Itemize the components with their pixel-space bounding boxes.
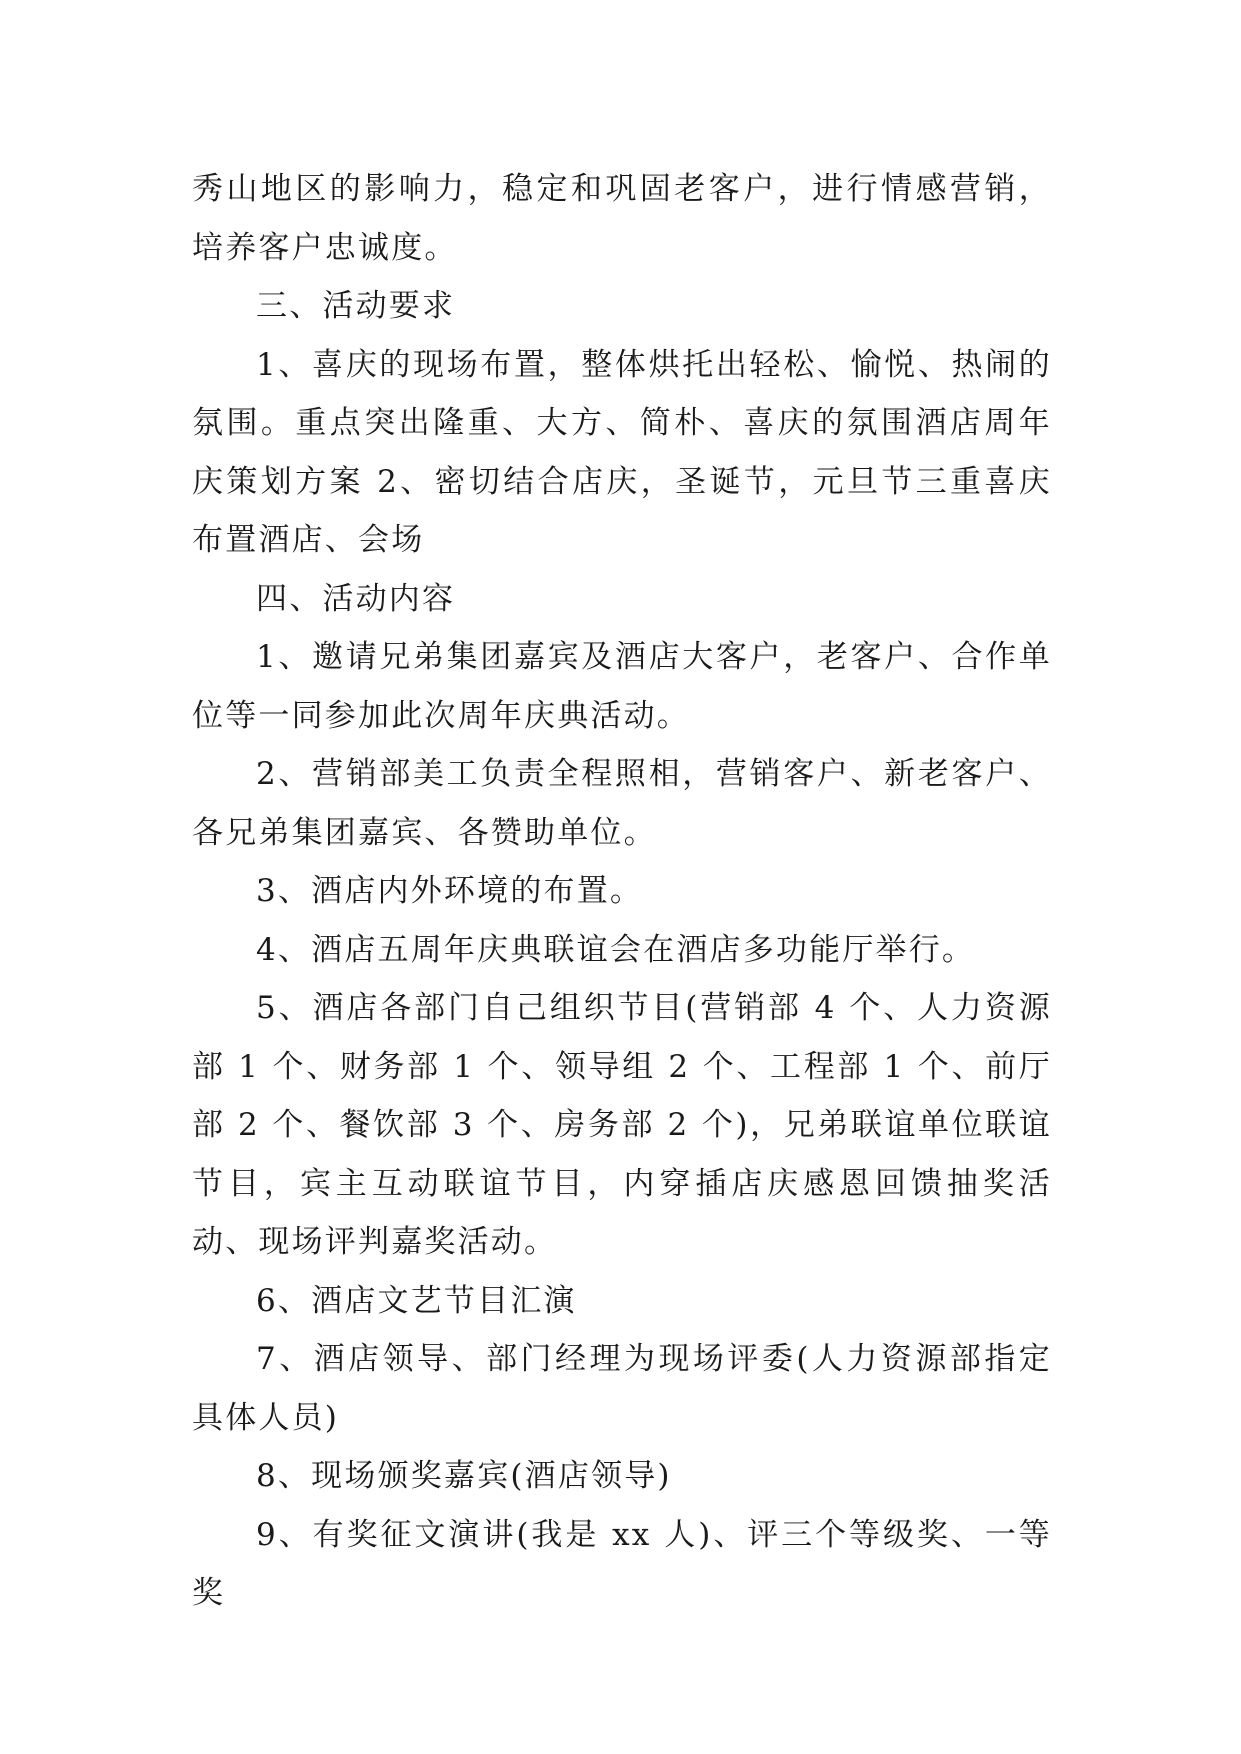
content-item-8: 8、现场颁奖嘉宾(酒店领导)	[256, 1458, 672, 1494]
content-item-9: 9、有奖征文演讲(我是 xx 人)、评三个等级奖、一等奖	[192, 1516, 1052, 1611]
content-item-2: 2、营销部美工负责全程照相，营销客户、新老客户、各兄弟集团嘉宾、各赞助单位。	[192, 756, 1052, 851]
content-item-5: 5、酒店各部门自己组织节目(营销部 4 个、人力资源部 1 个、财务部 1 个、领导组 2 个、工程部 1 个、前厅部 2 个、餐饮部 3 个、房务部 2 个)，兄弟联谊单位联谊节目，宾主互动联谊节目，内穿插店庆感恩回馈抽奖活动、现场评判嘉奖活动。	[192, 990, 1052, 1260]
content-item-1: 1、邀请兄弟集团嘉宾及酒店大客户，老客户、合作单位等一同参加此次周年庆典活动。	[192, 639, 1052, 734]
content-item-3: 3、酒店内外环境的布置。	[256, 873, 644, 909]
section-heading-requirements: 三、活动要求	[256, 288, 456, 324]
content-item-7: 7、酒店领导、部门经理为现场评委(人力资源部指定具体人员)	[192, 1341, 1052, 1436]
body-paragraph: 秀山地区的影响力，稳定和巩固老客户，进行情感营销，培养客户忠诚度。	[192, 171, 1052, 266]
requirement-item-1: 1、喜庆的现场布置，整体烘托出轻松、愉悦、热闹的氛围。重点突出隆重、大方、简朴、喜庆的氛围酒店周年庆策划方案 2、密切结合店庆，圣诞节，元旦节三重喜庆布置酒店、会场	[192, 346, 1052, 558]
content-item-6: 6、酒店文艺节目汇演	[256, 1282, 577, 1319]
document-body	[192, 160, 1052, 1623]
section-heading-content: 四、活动内容	[256, 580, 456, 617]
content-item-4: 4、酒店五周年庆典联谊会在酒店多功能厅举行。	[256, 931, 976, 968]
